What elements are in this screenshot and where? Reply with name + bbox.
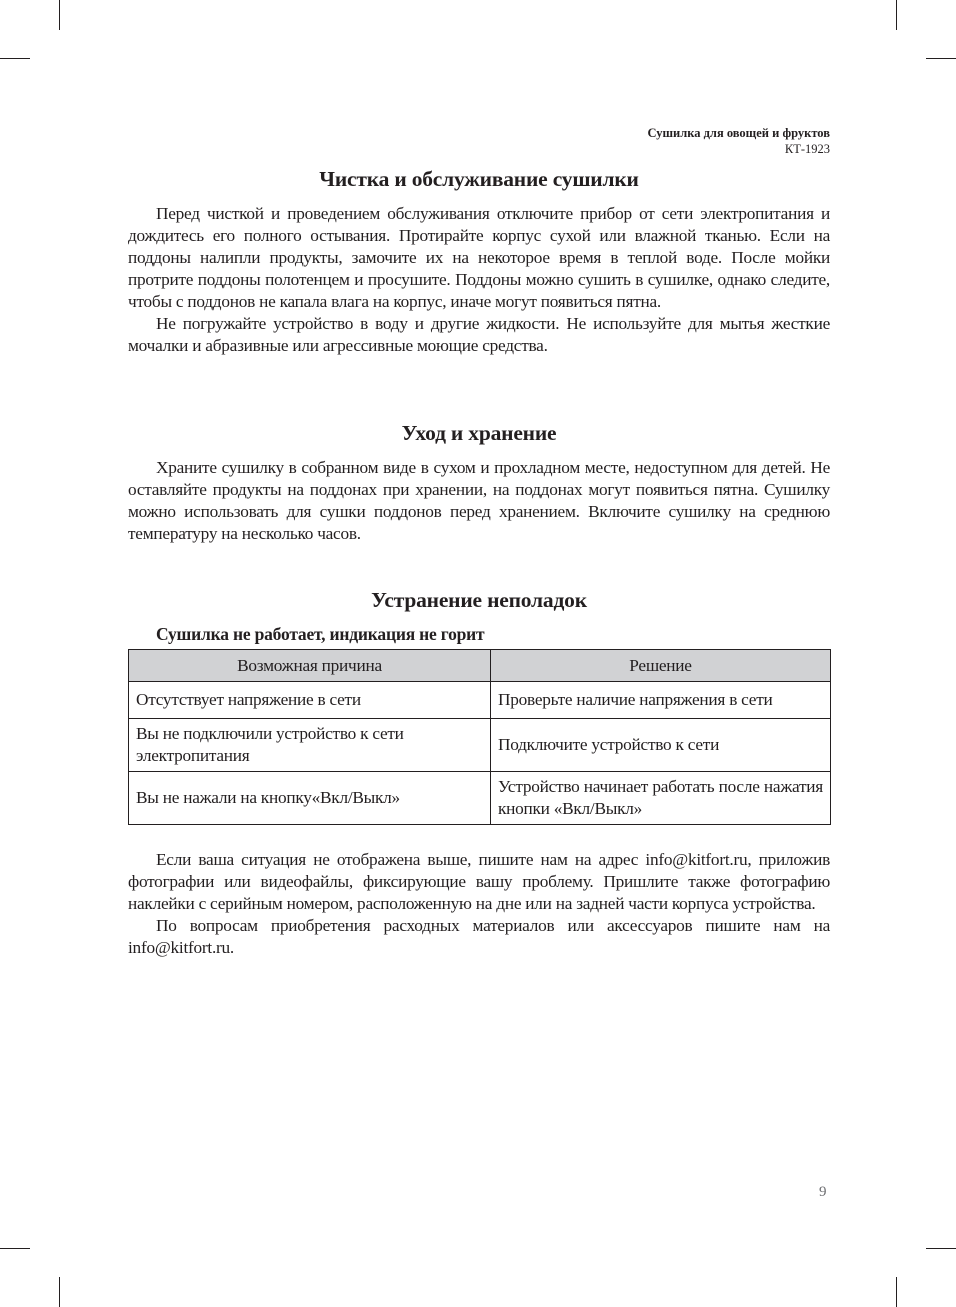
solution-cell: Проверьте наличие напряжения в сети — [491, 682, 831, 719]
section-title-troubleshooting: Устранение неполадок — [371, 588, 587, 612]
crop-mark — [896, 0, 897, 30]
model-number: КТ-1923 — [784, 142, 830, 156]
troubleshooting-table — [128, 649, 831, 825]
paragraph: Не погружайте устройство в воду и другие жидкости. Не используйте для мытья жесткие мочалки и абразивные или агрессивные моющие средства. — [128, 314, 830, 355]
cleaning-text — [128, 203, 830, 357]
cause-cell: Отсутствует напряжение в сети — [129, 682, 491, 719]
section-title-storage: Уход и хранение — [401, 421, 557, 445]
paragraph: Храните сушилку в собранном виде в сухом и прохладном месте, недоступном для детей. Не оставляйте продукты на поддонах при хранении, на поддонах могут появиться пятна. Сушилку можно использовать для сушки поддонов перед хранением. Включите сушилку на среднюю температуру на несколько часов. — [128, 458, 830, 543]
section-title-cleaning: Чистка и обслуживание сушилки — [319, 167, 639, 191]
crop-mark — [59, 0, 60, 30]
cause-cell: Вы не нажали на кнопку«Вкл/Выкл» — [129, 772, 491, 825]
contact-text — [128, 849, 830, 959]
crop-mark — [0, 1248, 30, 1249]
table-row — [129, 682, 831, 719]
table-row — [129, 719, 831, 772]
page-number: 9 — [819, 1184, 827, 1200]
paragraph: По вопросам приобретения расходных материалов или аксессуаров пишите нам на info@kitfort.ru. — [128, 916, 830, 957]
crop-mark — [926, 58, 956, 59]
cause-cell: Вы не подключили устройство к сети электропитания — [129, 719, 491, 772]
table-header-row — [129, 650, 831, 682]
column-header: Возможная причина — [129, 650, 491, 682]
crop-mark — [926, 1248, 956, 1249]
storage-text — [128, 457, 830, 545]
running-header — [647, 125, 830, 157]
paragraph: Перед чисткой и проведением обслуживания отключите прибор от сети электропитания и дождитесь его полного остывания. Протирайте корпус сухой или влажной тканью. Если на поддоны налипли продукты, замочите их на некоторое время в теплой воде. После мойки протрите поддоны полотенцем и просушите. Поддоны можно сушить в сушилке, однако следите, чтобы с поддонов не капала влага на корпус, иначе могут появиться пятна. — [128, 204, 830, 311]
solution-cell: Устройство начинает работать после нажатия кнопки «Вкл/Выкл» — [491, 772, 831, 825]
paragraph: Если ваша ситуация не отображена выше, пишите нам на адрес info@kitfort.ru, приложив фотографии или видеофайлы, фиксирующие вашу проблему. Пришлите также фотографию наклейки с серийным номером, расположенную на дне или на задней части корпуса устройства. — [128, 850, 830, 913]
crop-mark — [59, 1277, 60, 1307]
table-row — [129, 772, 831, 825]
crop-mark — [0, 58, 30, 59]
product-name: Сушилка для овощей и фруктов — [647, 126, 830, 140]
problem-subtitle: Сушилка не работает, индикация не горит — [156, 624, 485, 644]
crop-mark — [896, 1277, 897, 1307]
column-header: Решение — [491, 650, 831, 682]
solution-cell: Подключите устройство к сети — [491, 719, 831, 772]
